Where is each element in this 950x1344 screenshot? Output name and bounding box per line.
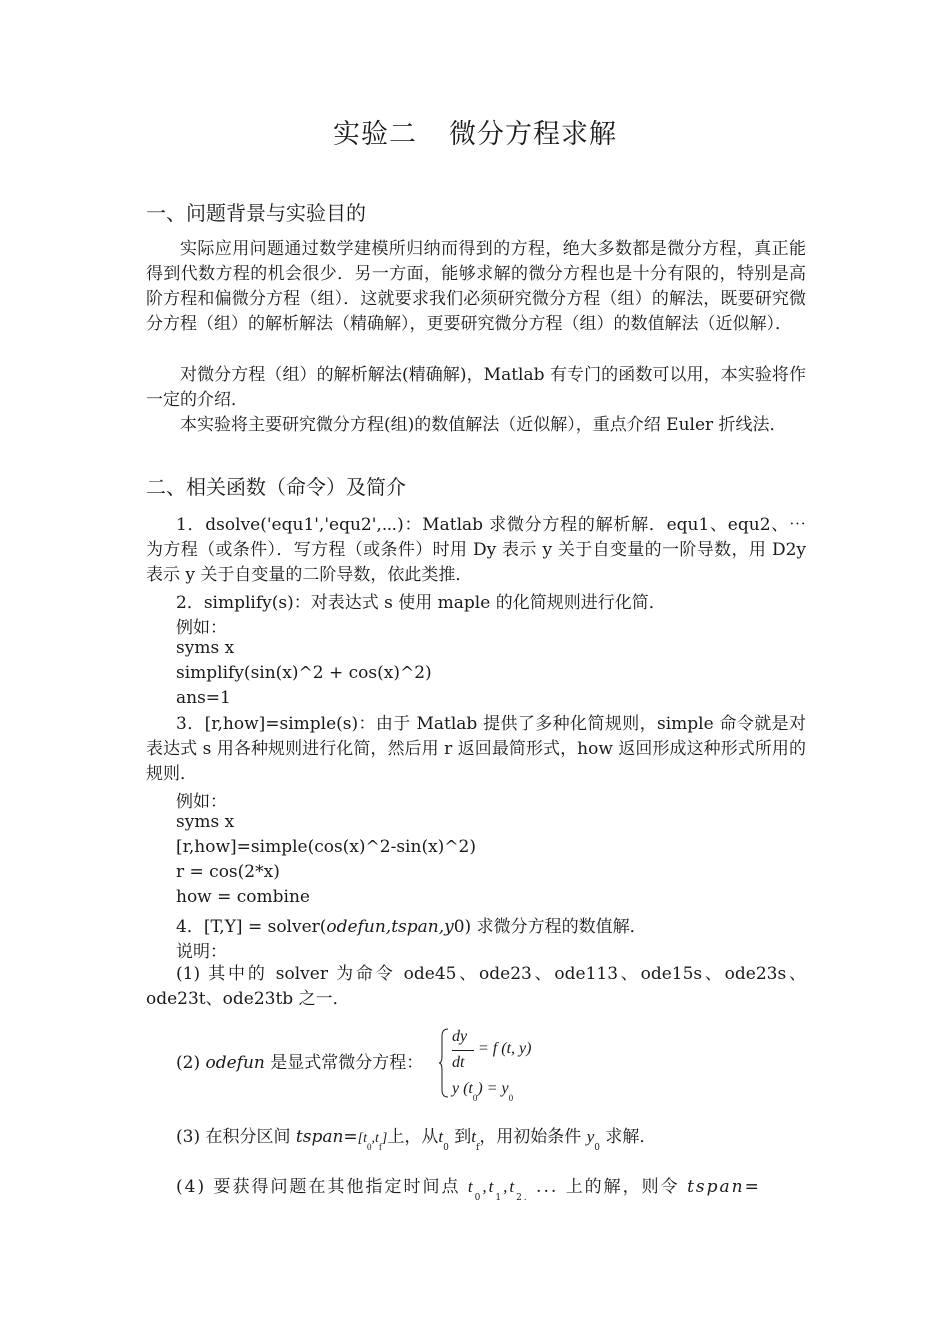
code2-line2: [r,how]=simple(cos(x)^2-sin(x)^2) xyxy=(176,837,476,857)
eq-denominator: dt xyxy=(452,1054,465,1071)
code2-line1: syms x xyxy=(176,812,235,832)
code1-line1: syms x xyxy=(176,638,235,658)
note3: (3) 在积分区间 $tspan=[t_0,t_f]$上，从$t_0$ 到$t_f$，用初始条件 $y_0$ 求解． xyxy=(176,1127,657,1153)
eq-rhs: = f (t, y) xyxy=(478,1040,532,1057)
code1-line3: ans=1 xyxy=(176,688,231,708)
system-brace xyxy=(438,1028,450,1098)
code1-line2: simplify(sin(x)^2 + cos(x)^2) xyxy=(176,663,432,683)
note2: (2) odefun 是显式常微分方程： xyxy=(176,1053,424,1073)
example-label-2: 例如： xyxy=(176,792,227,812)
eq-initial-condition: y $(t_0) = y_0$ xyxy=(452,1080,514,1103)
note4: (4) 要获得问题在其他指定时间点 $t_0,t_1,t_{2.}$ ... 上的解，则令 tspan= xyxy=(176,1177,761,1203)
item3-simple: 3．[r,how]=simple(s)：由于 Matlab 提供了多种化简规则，simple 命令就是对表达式 s 用各种规则进行化简，然后用 r 返回最简形式，how 返回形成这种形式所用的规则． xyxy=(146,714,806,784)
note1: (1) 其中的 solver 为命令 ode45、ode23、ode113、ode15s、ode23s、ode23t、ode23tb 之一． xyxy=(146,964,806,1009)
section2-heading: 二、相关函数（命令）及简介 xyxy=(146,475,406,499)
note-label: 说明： xyxy=(176,942,227,962)
item2-simplify: 2．simplify(s)：对表达式 s 使用 maple 的化简规则进行化简． xyxy=(176,593,666,613)
section1-para2: 对微分方程（组）的解析解法(精确解)，Matlab 有专门的函数可以用，本实验将作一定的介绍． xyxy=(146,365,806,410)
code2-line3: r = cos(2*x) xyxy=(176,862,280,882)
item4-solver: 4．[T,Y] = solver(odefun,tspan,y0) 求微分方程的数值解． xyxy=(176,917,647,937)
code2-line4: how = combine xyxy=(176,887,310,907)
example-label-1: 例如： xyxy=(176,618,227,638)
item1-dsolve: 1．dsolve('equ1','equ2',⋯)：Matlab 求微分方程的解析解．equ1、equ2、⋯为方程（或条件）．写方程（或条件）时用 Dy 表示 y 关于自变量的一阶导数，用 D2y 表示 y 关于自变量的二阶导数，依此类推． xyxy=(146,515,806,585)
fraction-bar xyxy=(452,1050,474,1051)
section1-para3: 本实验将主要研究微分方程(组)的数值解法（近似解），重点介绍 Euler 折线法． xyxy=(180,415,787,435)
title-part2: 微分方程求解 xyxy=(449,119,617,150)
eq-numerator: dy xyxy=(452,1028,468,1045)
title-part1: 实验二 xyxy=(333,119,417,150)
section1-para1: 实际应用问题通过数学建模所归纳而得到的方程，绝大多数都是微分方程，真正能得到代数方程的机会很少．另一方面，能够求解的微分方程也是十分有限的，特别是高阶方程和偏微分方程（组）．这就要求我们必须研究微分方程（组）的解法，既要研究微分方程（组）的解析解法（精确解），更要研究微分方程（组）的数值解法（近似解）． xyxy=(146,239,806,334)
page-title xyxy=(0,112,950,151)
section1-heading: 一、问题背景与实验目的 xyxy=(146,201,366,225)
